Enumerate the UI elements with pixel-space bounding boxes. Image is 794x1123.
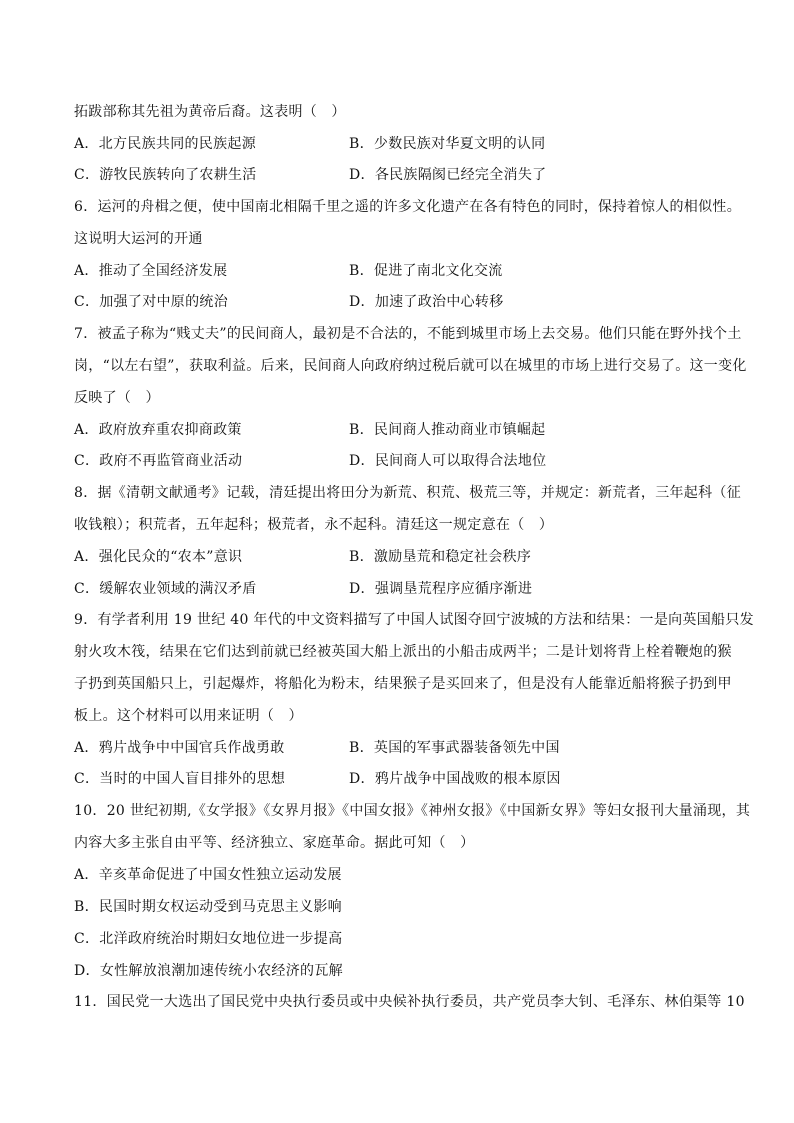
q10-stem-line-2: 内容大多主张自由平等、经济独立、家庭革命。据此可知（ ） (74, 835, 475, 851)
q10-option-a: A．辛亥革命促进了中国女性独立运动发展 (74, 867, 342, 883)
q7-option-a: A．政府放弃重农抑商政策 (74, 422, 242, 438)
q6-stem-line-1: 6．运河的舟楫之便，使中国南北相隔千里之遥的许多文化遗产在各有特色的同时，保持着惊人的相似性。 (74, 199, 742, 215)
q8-stem-line-1: 8．据《清朝文献通考》记载，清廷提出将田分为新荒、积荒、极荒三等，并规定：新荒者，三年起科（征 (74, 485, 742, 501)
q9-option-c: C．当时的中国人盲目排外的思想 (74, 771, 286, 787)
q9-option-d: D．鸦片战争中国战败的根本原因 (349, 771, 561, 787)
q7-stem-line-1: 7．被孟子称为“贱丈夫”的民间商人，最初是不合法的，不能到城里市场上去交易。他们只能在野外找个土 (74, 326, 742, 342)
q6-option-c: C．加强了对中原的统治 (74, 294, 229, 310)
q7-stem-line-2: 岗，“以左右望”，获取利益。后来，民间商人向政府纳过税后就可以在城里的市场上进行交易了。这一变化 (74, 358, 747, 374)
q5-option-d: D．各民族隔阂已经完全消失了 (349, 167, 547, 183)
q6-stem-line-2: 这说明大运河的开通 (74, 231, 203, 247)
q6-option-d: D．加速了政治中心转移 (349, 294, 504, 310)
q5-option-a: A．北方民族共同的民族起源 (74, 136, 257, 152)
q11-stem-line-1: 11．国民党一大选出了国民党中央执行委员或中央候补执行委员，共产党员李大钊、毛泽东、林伯渠等 10 (74, 994, 745, 1010)
q7-option-b: B．民间商人推动商业市镇崛起 (349, 422, 546, 438)
q8-option-b: B．激励垦荒和稳定社会秩序 (349, 549, 532, 565)
q8-option-a: A．强化民众的“农本”意识 (74, 549, 243, 565)
q9-stem-line-3: 子扔到英国船只上，引起爆炸，将船化为粉末，结果猴子是买回来了，但是没有人能靠近船将猴子扔到甲 (74, 676, 732, 692)
q7-stem-line-3: 反映了（ ） (74, 390, 160, 406)
q5-stem-tail: 拓跋部称其先祖为黄帝后裔。这表明（ ） (74, 104, 346, 120)
q8-option-d: D．强调垦荒程序应循序渐进 (349, 581, 533, 597)
q10-option-c: C．北洋政府统治时期妇女地位进一步提高 (74, 931, 343, 947)
q6-option-a: A．推动了全国经济发展 (74, 263, 228, 279)
q7-option-d: D．民间商人可以取得合法地位 (349, 453, 547, 469)
q9-option-a: A．鸦片战争中中国官兵作战勇敢 (74, 740, 285, 756)
q10-option-d: D．女性解放浪潮加速传统小农经济的瓦解 (74, 963, 343, 979)
q8-stem-line-2: 收钱粮）；积荒者，五年起科；极荒者，永不起科。清廷这一规定意在（ ） (74, 517, 554, 533)
q5-option-b: B．少数民族对华夏文明的认同 (349, 136, 546, 152)
q9-stem-line-4: 板上。这个材料可以用来证明（ ） (74, 708, 303, 724)
q10-stem-line-1: 10．20 世纪初期,《女学报》《女界月报》《中国女报》《神州女报》《中国新女界》等妇女报刊大量涌现，其 (74, 803, 751, 819)
q10-option-b: B．民国时期女权运动受到马克思主义影响 (74, 899, 342, 915)
q8-option-c: C．缓解农业领域的满汉矛盾 (74, 581, 257, 597)
q9-stem-line-2: 射火攻木筏，结果在它们达到前就已经被英国大船上派出的小船击成两半；二是计划将背上栓着鞭炮的猴 (74, 644, 732, 660)
q7-option-c: C．政府不再监管商业活动 (74, 453, 243, 469)
q6-option-b: B．促进了南北文化交流 (349, 263, 503, 279)
q9-option-b: B．英国的军事武器装备领先中国 (349, 740, 560, 756)
q9-stem-line-1: 9．有学者利用 19 世纪 40 年代的中文资料描写了中国人试图夺回宁波城的方法和结果：一是向英国船只发 (74, 612, 754, 628)
q5-option-c: C．游牧民族转向了农耕生活 (74, 167, 257, 183)
